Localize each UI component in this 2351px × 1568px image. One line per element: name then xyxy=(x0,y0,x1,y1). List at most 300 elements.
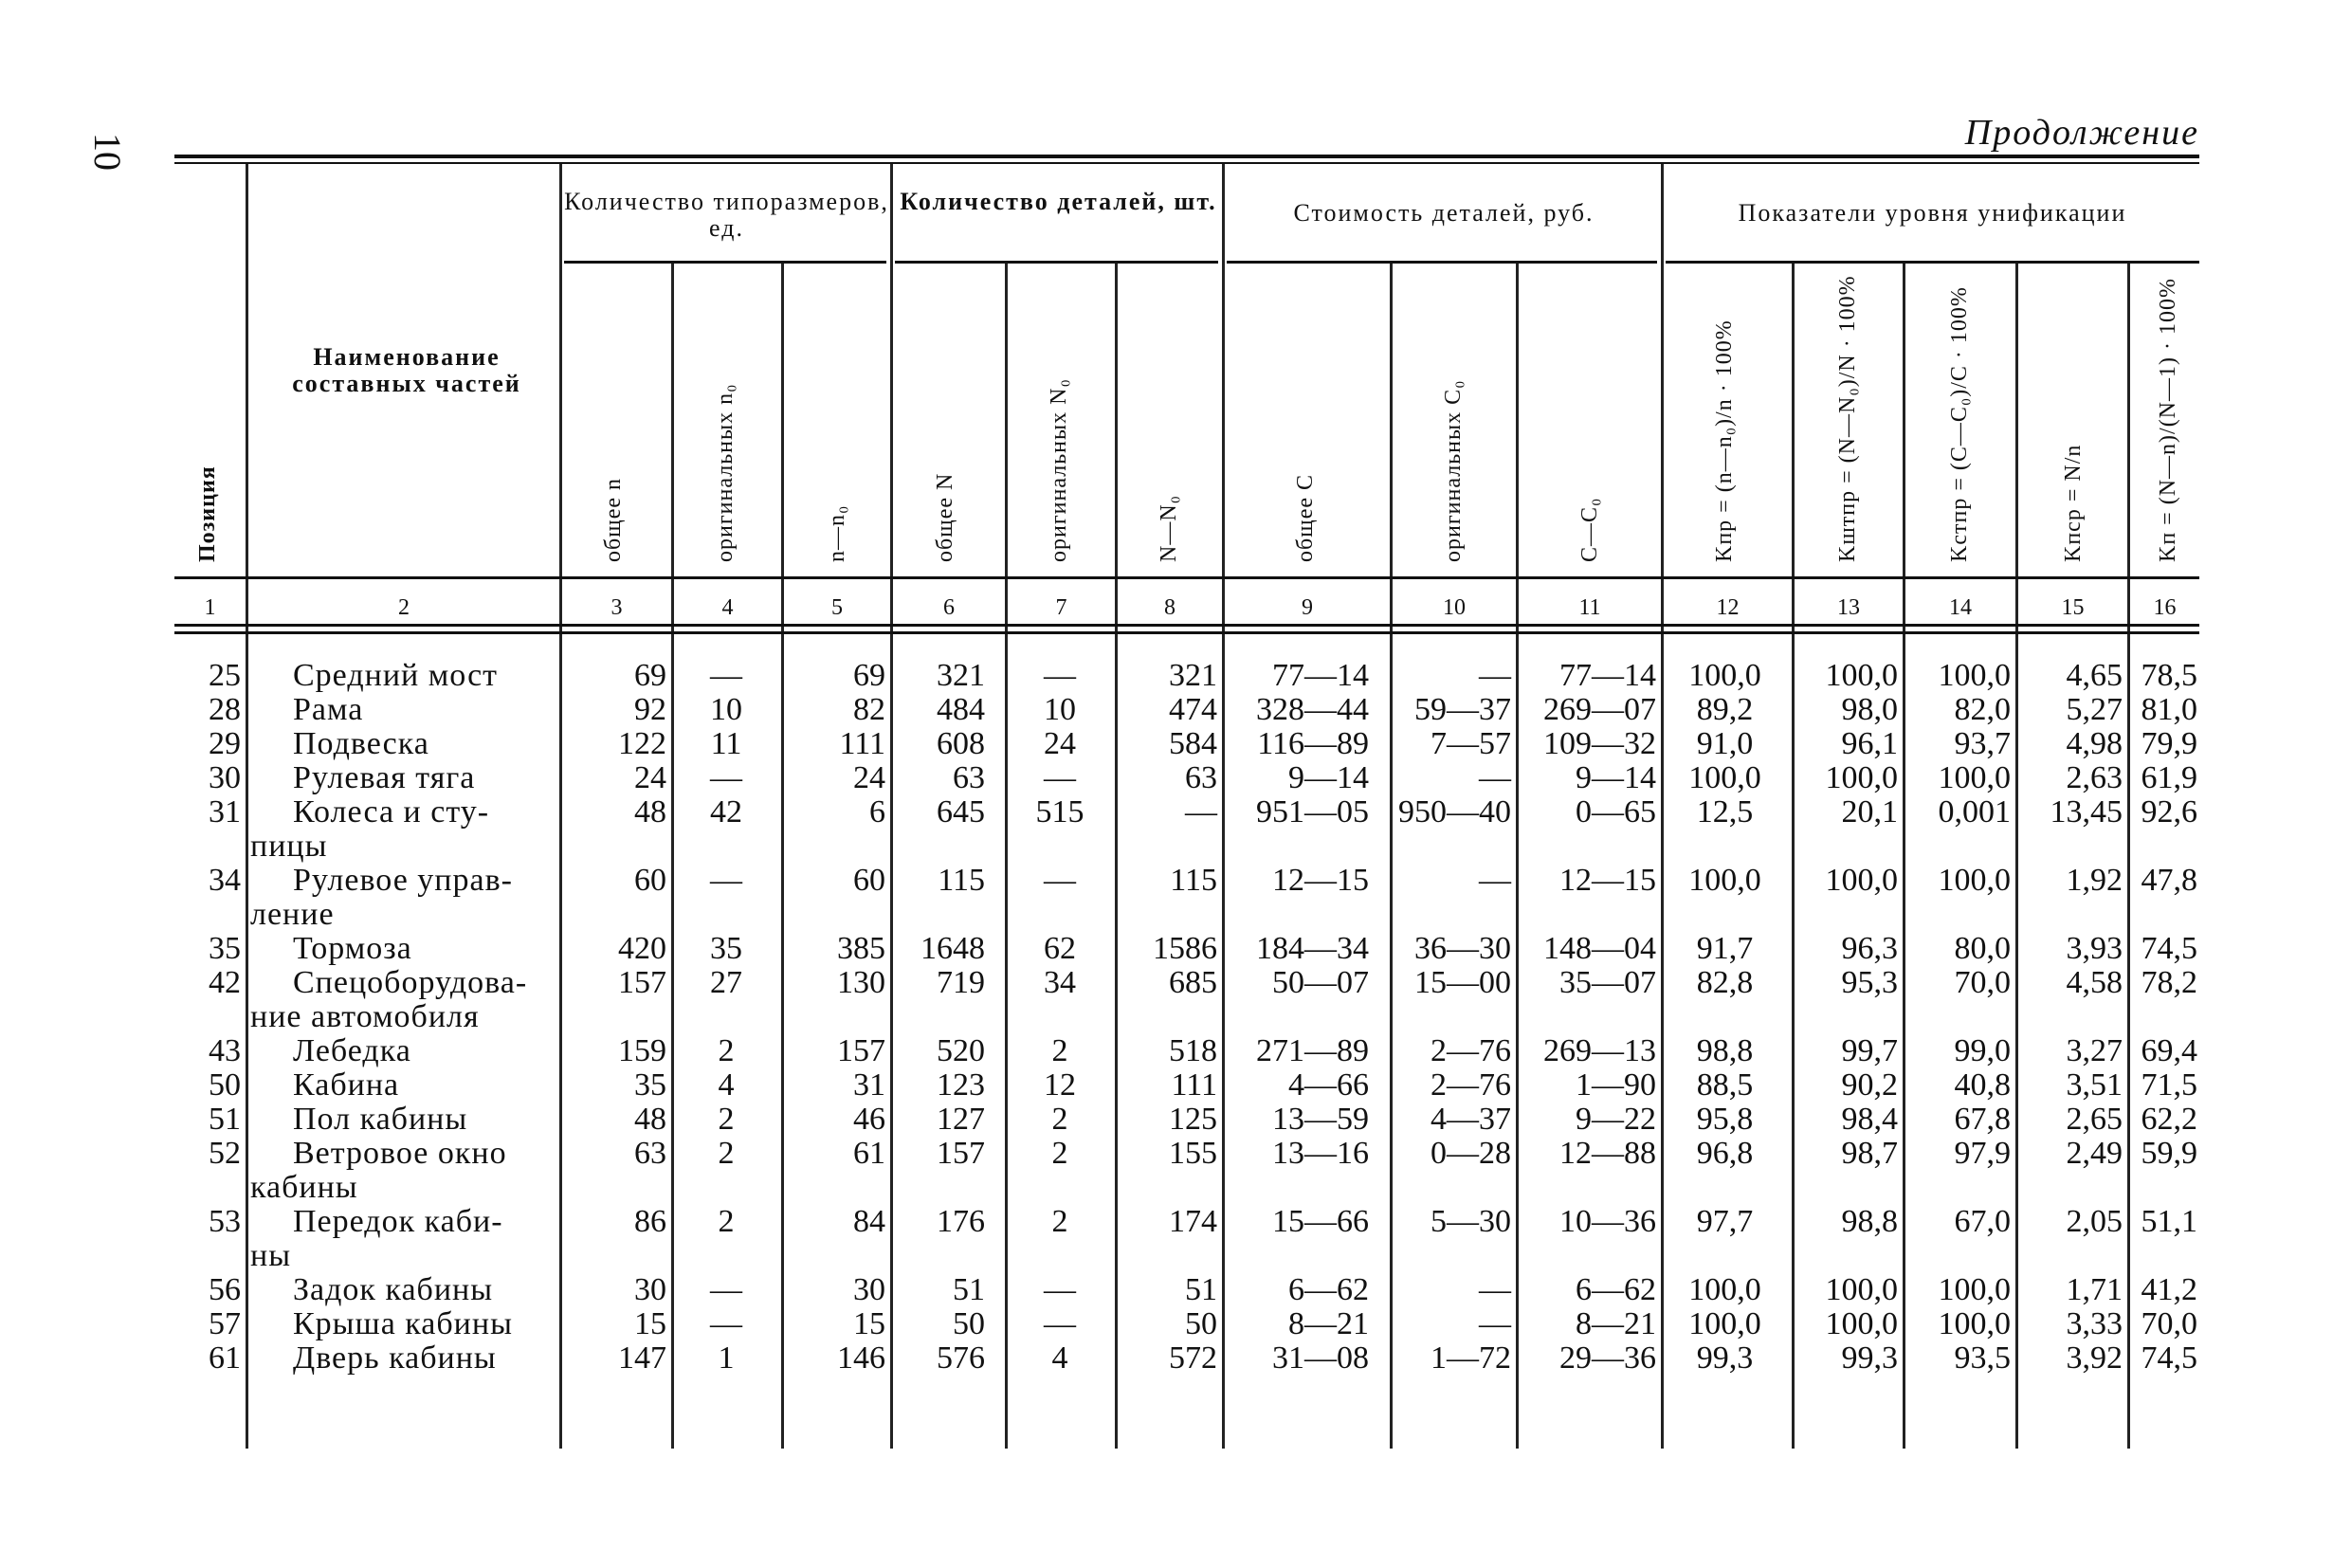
cell-k12: 12,5 xyxy=(1696,794,1754,830)
cell-k14: 40,8 xyxy=(1954,1067,2011,1103)
cell-k13: 96,1 xyxy=(1841,726,1898,761)
cell-N: 176 xyxy=(937,1204,985,1239)
cell-Nd: 518 xyxy=(1169,1033,1217,1068)
cell-n0: — xyxy=(710,863,742,898)
cell-k16: 51,1 xyxy=(2141,1204,2197,1239)
cell-n0: — xyxy=(710,658,742,693)
cell-k15: 3,27 xyxy=(2066,1033,2123,1068)
cell-name: Тормоза xyxy=(293,931,412,966)
cell-C0: 59—37 xyxy=(1414,692,1511,727)
cell-N0: 62 xyxy=(1044,931,1076,966)
cell-n: 157 xyxy=(618,965,666,1000)
cell-k14: 93,7 xyxy=(1954,726,2011,761)
cell-Nd: 125 xyxy=(1169,1102,1217,1137)
cell-C: 9—14 xyxy=(1288,760,1369,795)
cell-k16: 69,4 xyxy=(2141,1033,2197,1068)
header-position: Позиция xyxy=(195,465,220,562)
cell-k14: 100,0 xyxy=(1938,1272,2011,1307)
cell-n: 420 xyxy=(618,931,666,966)
cell-pos: 61 xyxy=(209,1340,241,1376)
cell-k13: 20,1 xyxy=(1841,794,1898,830)
cell-N0: 34 xyxy=(1044,965,1076,1000)
header-k-pr-sht: Kштпр = (N—N₀)/N · 100% xyxy=(1835,275,1860,562)
cell-N0: — xyxy=(1044,863,1076,898)
cell-C0: 1—72 xyxy=(1431,1340,1511,1376)
cell-nd: 69 xyxy=(853,658,885,693)
cell-Nd: 572 xyxy=(1169,1340,1217,1376)
cell-k16: 47,8 xyxy=(2141,863,2197,898)
cell-C: 271—89 xyxy=(1256,1033,1369,1068)
cell-k12: 96,8 xyxy=(1696,1136,1754,1171)
cell-k15: 2,05 xyxy=(2066,1204,2123,1239)
cell-k14: 93,5 xyxy=(1954,1340,2011,1376)
cell-name: Рулевое управ- xyxy=(293,863,513,898)
cell-N0: — xyxy=(1044,760,1076,795)
cell-k13: 100,0 xyxy=(1825,760,1898,795)
cell-C0: 950—40 xyxy=(1398,794,1511,830)
cell-n0: 10 xyxy=(710,692,742,727)
cell-name: Крыша кабины xyxy=(293,1306,513,1341)
cell-n: 159 xyxy=(618,1033,666,1068)
cell-nd: 82 xyxy=(853,692,885,727)
cell-n: 92 xyxy=(634,692,666,727)
cell-name: Рама xyxy=(293,692,364,727)
cell-name-continued: ление xyxy=(250,897,335,932)
cell-C0: 2—76 xyxy=(1431,1033,1511,1068)
cell-Nd: 51 xyxy=(1185,1272,1217,1307)
header-sizes-diff: n—n₀ xyxy=(825,504,849,562)
group-header-sizes: Количество типоразмеров, ед. xyxy=(564,188,889,242)
cell-pos: 31 xyxy=(209,794,241,830)
cell-name-continued: пицы xyxy=(250,829,328,864)
cell-k16: 74,5 xyxy=(2141,1340,2197,1376)
table-row xyxy=(174,1307,2199,1341)
column-number: 9 xyxy=(1302,595,1313,620)
cell-name-continued: ны xyxy=(250,1238,292,1273)
cell-n: 122 xyxy=(618,726,666,761)
cell-C: 951—05 xyxy=(1256,794,1369,830)
cell-N: 576 xyxy=(937,1340,985,1376)
cell-n0: 4 xyxy=(718,1067,735,1103)
cell-k15: 4,58 xyxy=(2066,965,2123,1000)
cell-k16: 62,2 xyxy=(2141,1102,2197,1137)
cell-k16: 61,9 xyxy=(2141,760,2197,795)
cell-nd: 46 xyxy=(853,1102,885,1137)
header-k-pr: Kпр = (n—n₀)/n · 100% xyxy=(1712,319,1737,562)
column-number: 3 xyxy=(611,595,623,620)
cell-k14: 100,0 xyxy=(1938,658,2011,693)
cell-N0: 10 xyxy=(1044,692,1076,727)
cell-n0: 2 xyxy=(718,1204,735,1239)
cell-k14: 82,0 xyxy=(1954,692,2011,727)
cell-Cd: 269—07 xyxy=(1543,692,1656,727)
cell-N0: — xyxy=(1044,1306,1076,1341)
cell-C: 4—66 xyxy=(1288,1067,1369,1103)
cell-nd: 61 xyxy=(853,1136,885,1171)
cell-n: 63 xyxy=(634,1136,666,1171)
cell-nd: 6 xyxy=(869,794,885,830)
cell-name-continued: кабины xyxy=(250,1170,358,1205)
cell-k12: 82,8 xyxy=(1696,965,1754,1000)
cell-N: 1648 xyxy=(920,931,985,966)
cell-N0: 515 xyxy=(1035,794,1084,830)
cell-pos: 30 xyxy=(209,760,241,795)
column-number: 4 xyxy=(721,595,734,620)
cell-n: 48 xyxy=(634,794,666,830)
cell-nd: 157 xyxy=(837,1033,885,1068)
cell-pos: 50 xyxy=(209,1067,241,1103)
cell-n0: — xyxy=(710,760,742,795)
table-row xyxy=(174,761,2199,795)
cell-N0: 2 xyxy=(1051,1102,1068,1137)
unification-table xyxy=(174,155,2199,1449)
cell-k13: 100,0 xyxy=(1825,863,1898,898)
cell-N: 608 xyxy=(937,726,985,761)
cell-Cd: 109—32 xyxy=(1543,726,1656,761)
cell-pos: 29 xyxy=(209,726,241,761)
cell-nd: 111 xyxy=(839,726,885,761)
cell-n0: 27 xyxy=(710,965,742,1000)
cell-N: 520 xyxy=(937,1033,985,1068)
cell-k15: 5,27 xyxy=(2066,692,2123,727)
cell-name: Рулевая тяга xyxy=(293,760,476,795)
cell-Cd: 12—88 xyxy=(1559,1136,1656,1171)
table-row xyxy=(174,1341,2199,1376)
cell-name: Колеса и сту- xyxy=(293,794,490,830)
cell-nd: 31 xyxy=(853,1067,885,1103)
cell-k12: 91,7 xyxy=(1696,931,1754,966)
header-k-p: Kп = (N—n)/(N—1) · 100% xyxy=(2156,278,2180,562)
cell-C: 31—08 xyxy=(1272,1340,1369,1376)
cell-Nd: 174 xyxy=(1169,1204,1217,1239)
cell-Cd: 35—07 xyxy=(1559,965,1656,1000)
header-sizes-total: общее n xyxy=(601,478,626,562)
cell-nd: 84 xyxy=(853,1204,885,1239)
cell-pos: 56 xyxy=(209,1272,241,1307)
cell-Cd: 12—15 xyxy=(1559,863,1656,898)
cell-Nd: 115 xyxy=(1170,863,1217,898)
table-row xyxy=(174,659,2199,693)
cell-k16: 78,2 xyxy=(2141,965,2197,1000)
cell-name: Спецоборудова- xyxy=(293,965,528,1000)
cell-N: 484 xyxy=(937,692,985,727)
cell-n0: 42 xyxy=(710,794,742,830)
cell-n: 24 xyxy=(634,760,666,795)
column-number: 15 xyxy=(2061,595,2085,620)
cell-Nd: 584 xyxy=(1169,726,1217,761)
cell-C: 13—59 xyxy=(1272,1102,1369,1137)
cell-nd: 146 xyxy=(837,1340,885,1376)
table-row xyxy=(174,693,2199,727)
table-row xyxy=(174,1273,2199,1307)
cell-N: 321 xyxy=(937,658,985,693)
cell-C: 116—89 xyxy=(1257,726,1369,761)
cell-nd: 30 xyxy=(853,1272,885,1307)
group-header-cost: Стоимость деталей, руб. xyxy=(1293,199,1595,227)
column-number: 14 xyxy=(1949,595,1972,620)
cell-k15: 2,49 xyxy=(2066,1136,2123,1171)
group-header-parts: Количество деталей, шт. xyxy=(900,188,1217,215)
cell-k13: 98,0 xyxy=(1841,692,1898,727)
table-row xyxy=(174,863,2199,932)
header-parts-diff: N—N₀ xyxy=(1157,494,1181,562)
cell-C0: — xyxy=(1479,760,1511,795)
cell-N: 123 xyxy=(937,1067,985,1103)
cell-N: 719 xyxy=(937,965,985,1000)
cell-k15: 13,45 xyxy=(2050,794,2123,830)
cell-C: 8—21 xyxy=(1288,1306,1369,1341)
cell-k15: 1,71 xyxy=(2066,1272,2123,1307)
cell-Cd: 9—14 xyxy=(1576,760,1656,795)
cell-name: Передок каби- xyxy=(293,1204,503,1239)
cell-k14: 100,0 xyxy=(1938,760,2011,795)
cell-k12: 100,0 xyxy=(1688,760,1761,795)
cell-k15: 3,92 xyxy=(2066,1340,2123,1376)
cell-nd: 130 xyxy=(837,965,885,1000)
header-cost-total: общее C xyxy=(1293,473,1318,562)
cell-k13: 100,0 xyxy=(1825,1306,1898,1341)
header-cost-original: оригинальных C₀ xyxy=(1441,379,1466,562)
cell-C0: 2—76 xyxy=(1431,1067,1511,1103)
cell-k12: 99,3 xyxy=(1696,1340,1754,1376)
cell-k13: 98,7 xyxy=(1841,1136,1898,1171)
cell-k13: 99,3 xyxy=(1841,1340,1898,1376)
column-number: 2 xyxy=(398,595,410,620)
cell-k16: 92,6 xyxy=(2141,794,2197,830)
cell-k12: 97,7 xyxy=(1696,1204,1754,1239)
cell-N0: — xyxy=(1044,1272,1076,1307)
cell-k14: 80,0 xyxy=(1954,931,2011,966)
cell-k14: 99,0 xyxy=(1954,1033,2011,1068)
continuation-label: Продолжение xyxy=(1964,113,2199,153)
table-row xyxy=(174,1034,2199,1068)
cell-k15: 3,51 xyxy=(2066,1067,2123,1103)
cell-k12: 89,2 xyxy=(1696,692,1754,727)
cell-N0: 4 xyxy=(1051,1340,1068,1376)
header-k-pcr: Kпср = N/n xyxy=(2061,444,2086,562)
cell-Nd: 155 xyxy=(1169,1136,1217,1171)
table-row xyxy=(174,1103,2199,1137)
group-header-indices: Показатели уровня унификации xyxy=(1738,199,2127,227)
cell-k15: 2,63 xyxy=(2066,760,2123,795)
cell-pos: 43 xyxy=(209,1033,241,1068)
cell-C0: 36—30 xyxy=(1414,931,1511,966)
cell-Cd: 269—13 xyxy=(1543,1033,1656,1068)
column-number: 12 xyxy=(1716,595,1740,620)
cell-k13: 96,3 xyxy=(1841,931,1898,966)
column-number: 7 xyxy=(1055,595,1067,620)
cell-Cd: 148—04 xyxy=(1543,931,1656,966)
cell-n: 147 xyxy=(618,1340,666,1376)
cell-k12: 91,0 xyxy=(1696,726,1754,761)
cell-n0: 11 xyxy=(710,726,742,761)
cell-C0: — xyxy=(1479,863,1511,898)
table-row xyxy=(174,1068,2199,1103)
cell-C: 6—62 xyxy=(1288,1272,1369,1307)
header-name: Наименование составных частей xyxy=(292,343,521,397)
cell-pos: 53 xyxy=(209,1204,241,1239)
cell-k13: 95,3 xyxy=(1841,965,1898,1000)
cell-k13: 100,0 xyxy=(1825,658,1898,693)
cell-C0: — xyxy=(1479,658,1511,693)
header-k-pr-st: Kстпр = (C—C₀)/C · 100% xyxy=(1947,286,1972,562)
column-number: 5 xyxy=(831,595,843,620)
cell-Cd: 1—90 xyxy=(1576,1067,1656,1103)
cell-pos: 51 xyxy=(209,1102,241,1137)
cell-C0: 15—00 xyxy=(1414,965,1511,1000)
cell-C: 184—34 xyxy=(1256,931,1369,966)
cell-N0: 2 xyxy=(1051,1033,1068,1068)
cell-n: 48 xyxy=(634,1102,666,1137)
cell-C0: 4—37 xyxy=(1431,1102,1511,1137)
cell-nd: 15 xyxy=(853,1306,885,1341)
cell-name: Кабина xyxy=(293,1067,400,1103)
cell-nd: 385 xyxy=(837,931,885,966)
cell-Cd: 8—21 xyxy=(1576,1306,1656,1341)
cell-N0: 2 xyxy=(1051,1204,1068,1239)
table-row xyxy=(174,727,2199,761)
cell-k13: 90,2 xyxy=(1841,1067,1898,1103)
cell-pos: 25 xyxy=(209,658,241,693)
cell-name: Пол кабины xyxy=(293,1102,468,1137)
cell-C0: 5—30 xyxy=(1431,1204,1511,1239)
cell-C: 328—44 xyxy=(1256,692,1369,727)
cell-name: Средний мост xyxy=(293,658,499,693)
column-number: 13 xyxy=(1837,595,1860,620)
cell-n0: 1 xyxy=(718,1340,735,1376)
cell-k14: 97,9 xyxy=(1954,1136,2011,1171)
cell-C: 50—07 xyxy=(1272,965,1369,1000)
column-number: 16 xyxy=(2153,595,2177,620)
cell-Cd: 29—36 xyxy=(1559,1340,1656,1376)
cell-name: Задок кабины xyxy=(293,1272,494,1307)
cell-k15: 3,93 xyxy=(2066,931,2123,966)
column-number: 11 xyxy=(1578,595,1601,620)
cell-n0: 2 xyxy=(718,1102,735,1137)
cell-k12: 95,8 xyxy=(1696,1102,1754,1137)
cell-k14: 0,001 xyxy=(1938,794,2011,830)
cell-nd: 24 xyxy=(853,760,885,795)
cell-n0: — xyxy=(710,1306,742,1341)
cell-k14: 67,0 xyxy=(1954,1204,2011,1239)
cell-C: 77—14 xyxy=(1272,658,1369,693)
cell-C0: — xyxy=(1479,1272,1511,1307)
header-cost-diff: C—C₀ xyxy=(1577,497,1602,562)
cell-k14: 100,0 xyxy=(1938,863,2011,898)
cell-Nd: 111 xyxy=(1171,1067,1217,1103)
column-number: 1 xyxy=(204,595,216,620)
page-number: 10 xyxy=(86,133,129,171)
cell-name: Подвеска xyxy=(293,726,429,761)
header-parts-original: оригинальных N₀ xyxy=(1047,378,1071,562)
cell-n: 30 xyxy=(634,1272,666,1307)
cell-pos: 34 xyxy=(209,863,241,898)
table-row xyxy=(174,965,2199,1034)
cell-name: Дверь кабины xyxy=(293,1340,497,1376)
cell-name-continued: ние автомобиля xyxy=(250,999,480,1034)
cell-Nd: 321 xyxy=(1169,658,1217,693)
cell-k12: 100,0 xyxy=(1688,863,1761,898)
cell-k15: 4,98 xyxy=(2066,726,2123,761)
cell-k16: 41,2 xyxy=(2141,1272,2197,1307)
cell-N: 127 xyxy=(937,1102,985,1137)
cell-C: 13—16 xyxy=(1272,1136,1369,1171)
cell-pos: 52 xyxy=(209,1136,241,1171)
table-row xyxy=(174,932,2199,966)
cell-N: 51 xyxy=(953,1272,985,1307)
cell-n0: 2 xyxy=(718,1136,735,1171)
header-sizes-original: оригинальных n₀ xyxy=(713,383,738,562)
cell-k13: 98,4 xyxy=(1841,1102,1898,1137)
cell-Cd: 9—22 xyxy=(1576,1102,1656,1137)
cell-Nd: 474 xyxy=(1169,692,1217,727)
cell-k15: 1,92 xyxy=(2066,863,2123,898)
cell-C0: 0—28 xyxy=(1431,1136,1511,1171)
cell-C: 15—66 xyxy=(1272,1204,1369,1239)
cell-n: 60 xyxy=(634,863,666,898)
cell-pos: 28 xyxy=(209,692,241,727)
table-row xyxy=(174,1136,2199,1205)
cell-k12: 100,0 xyxy=(1688,1272,1761,1307)
cell-k14: 100,0 xyxy=(1938,1306,2011,1341)
cell-k15: 2,65 xyxy=(2066,1102,2123,1137)
cell-n0: 2 xyxy=(718,1033,735,1068)
cell-C0: 7—57 xyxy=(1431,726,1511,761)
cell-n0: — xyxy=(710,1272,742,1307)
cell-Nd: 50 xyxy=(1185,1306,1217,1341)
cell-pos: 57 xyxy=(209,1306,241,1341)
header-parts-total: общее N xyxy=(933,472,957,562)
cell-k14: 67,8 xyxy=(1954,1102,2011,1137)
cell-k13: 99,7 xyxy=(1841,1033,1898,1068)
cell-k14: 70,0 xyxy=(1954,965,2011,1000)
cell-name: Лебедка xyxy=(293,1033,411,1068)
cell-N: 157 xyxy=(937,1136,985,1171)
table-row xyxy=(174,794,2199,864)
cell-k15: 4,65 xyxy=(2066,658,2123,693)
cell-N: 645 xyxy=(937,794,985,830)
cell-n: 35 xyxy=(634,1067,666,1103)
cell-N0: 2 xyxy=(1051,1136,1068,1171)
cell-n0: 35 xyxy=(710,931,742,966)
cell-k16: 70,0 xyxy=(2141,1306,2197,1341)
cell-k13: 100,0 xyxy=(1825,1272,1898,1307)
cell-k12: 88,5 xyxy=(1696,1067,1754,1103)
cell-Nd: 685 xyxy=(1169,965,1217,1000)
cell-N0: 12 xyxy=(1044,1067,1076,1103)
cell-Nd: 1586 xyxy=(1153,931,1217,966)
cell-Cd: 6—62 xyxy=(1576,1272,1656,1307)
cell-k15: 3,33 xyxy=(2066,1306,2123,1341)
cell-k12: 100,0 xyxy=(1688,1306,1761,1341)
column-number: 6 xyxy=(943,595,955,620)
cell-Cd: 10—36 xyxy=(1559,1204,1656,1239)
cell-Nd: 63 xyxy=(1185,760,1217,795)
column-number: 10 xyxy=(1443,595,1466,620)
table-row xyxy=(174,1204,2199,1273)
cell-k16: 79,9 xyxy=(2141,726,2197,761)
cell-N0: 24 xyxy=(1044,726,1076,761)
cell-name: Ветровое окно xyxy=(293,1136,507,1171)
cell-n: 69 xyxy=(634,658,666,693)
cell-k12: 100,0 xyxy=(1688,658,1761,693)
cell-N: 115 xyxy=(938,863,985,898)
cell-N: 50 xyxy=(953,1306,985,1341)
cell-pos: 35 xyxy=(209,931,241,966)
cell-Cd: 77—14 xyxy=(1559,658,1656,693)
cell-pos: 42 xyxy=(209,965,241,1000)
cell-Cd: 0—65 xyxy=(1576,794,1656,830)
